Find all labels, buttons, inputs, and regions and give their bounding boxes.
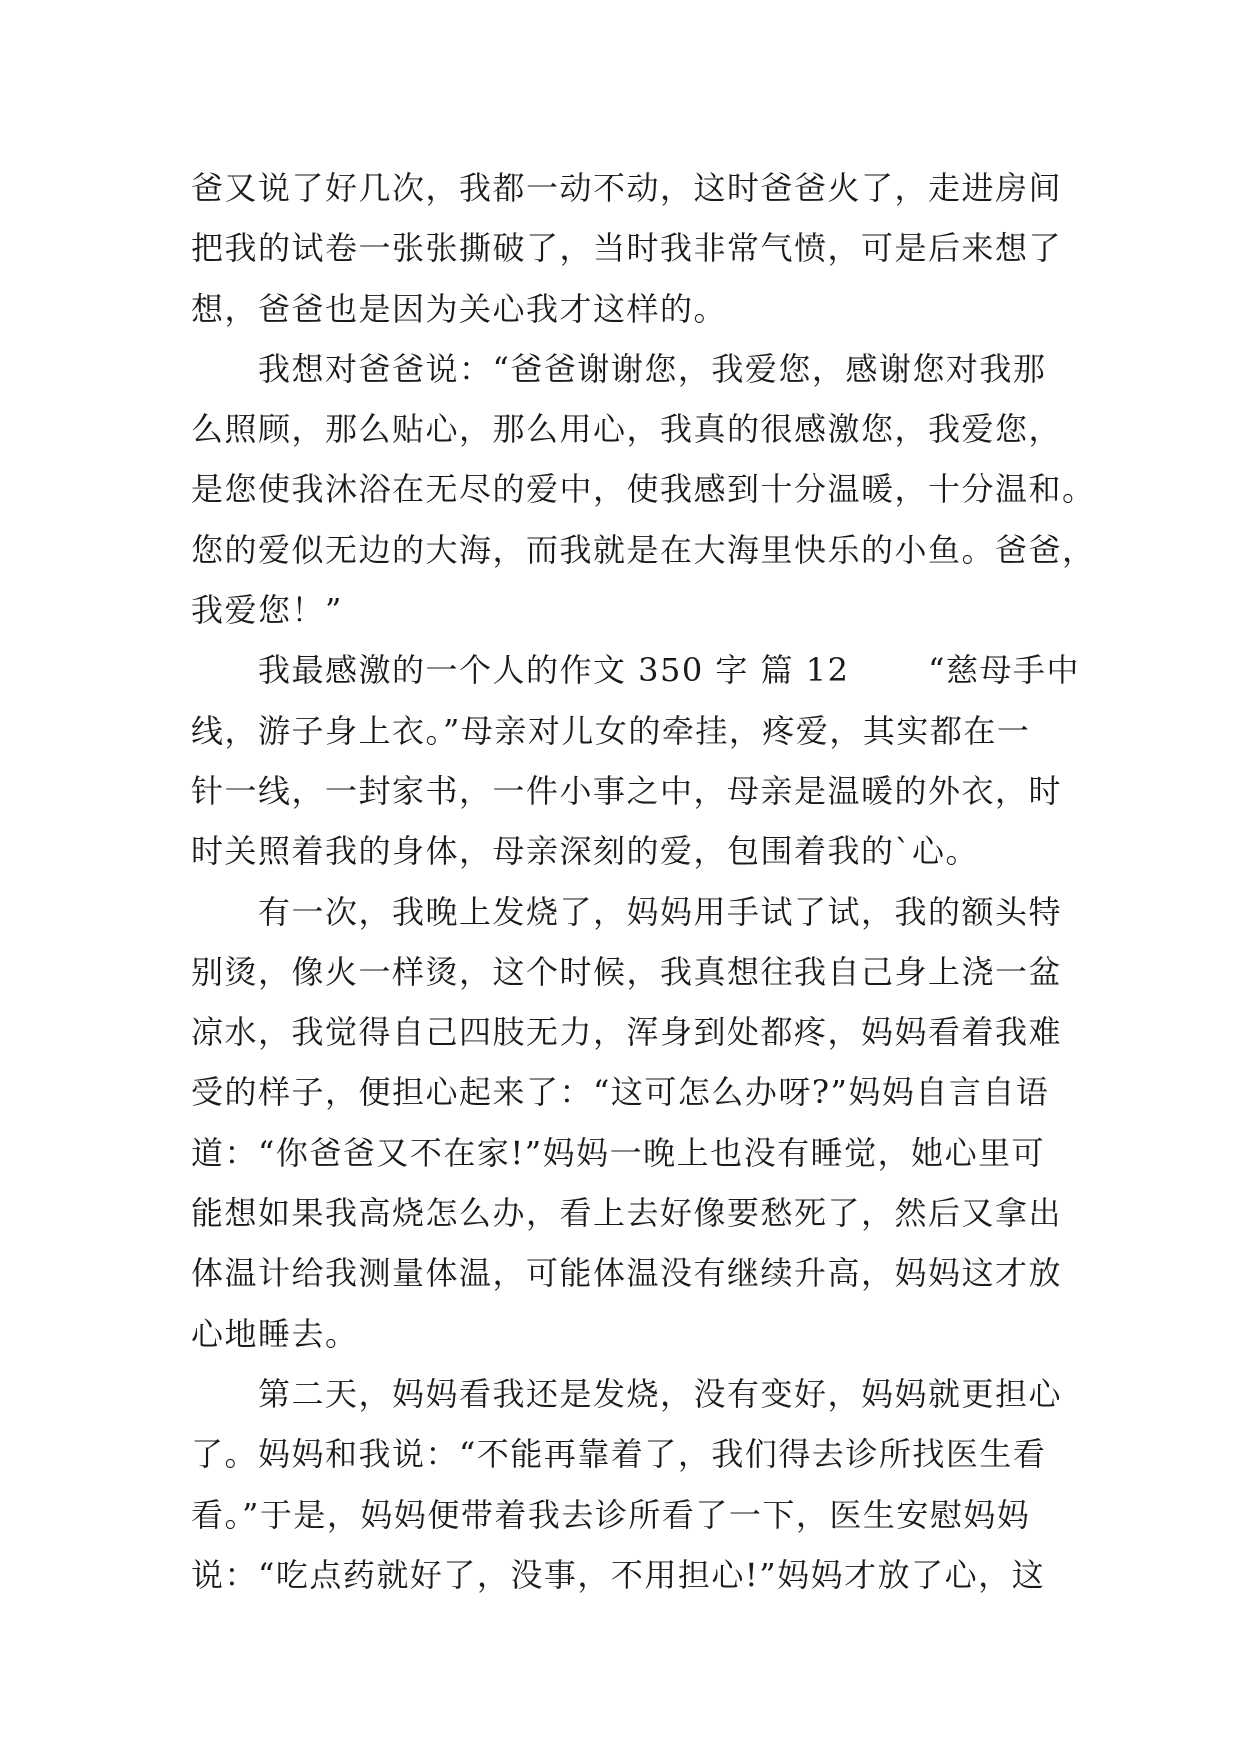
paragraph-5 <box>191 1364 1063 1605</box>
text-line: 别烫，像火一样烫，这个时候，我真想往我自己身上浇一盆 <box>191 952 1063 991</box>
text-line: 是您使我沐浴在无尽的爱中，使我感到十分温暖，十分温和。 <box>191 470 1096 509</box>
text-line: 凉水，我觉得自己四肢无力，浑身到处都疼，妈妈看着我难 <box>191 1013 1063 1052</box>
paragraph-2 <box>191 339 1096 640</box>
text-line: 把我的试卷一张张撕破了，当时我非常气愤，可是后来想了 <box>191 229 1063 268</box>
text-line: 了。妈妈和我说：“不能再靠着了，我们得去诊所找医生看 <box>191 1435 1047 1474</box>
text-line: 您的爱似无边的大海，而我就是在大海里快乐的小鱼。爸爸， <box>191 530 1096 569</box>
text-line: 受的样子，便担心起来了：“这可怎么办呀?”妈妈自言自语 <box>191 1073 1050 1112</box>
text-line: 我想对爸爸说：“爸爸谢谢您，我爱您，感谢您对我那 <box>191 349 1047 388</box>
text-line: 说：“吃点药就好了，没事，不用担心!”妈妈才放了心，这 <box>191 1555 1046 1594</box>
text-line: 时关照着我的身体，母亲深刻的爱，包围着我的`心。 <box>191 832 980 871</box>
text-line: 么照顾，那么贴心，那么用心，我真的很感激您，我爱您， <box>191 410 1063 449</box>
text-line: 有一次，我晚上发烧了，妈妈用手试了试，我的额头特 <box>191 892 1063 931</box>
text-line: 线，游子身上衣。”母亲对儿女的牵挂，疼爱，其实都在一 <box>191 711 1031 750</box>
text-line: 我最感激的一个人的作文 350 字 篇 12 “慈母手中 <box>191 651 1081 690</box>
paragraph-3 <box>191 640 1081 881</box>
text-line: 看。”于是，妈妈便带着我去诊所看了一下，医生安慰妈妈 <box>191 1495 1031 1534</box>
text-line: 心地睡去。 <box>191 1314 359 1353</box>
essay-text <box>191 158 1096 1605</box>
text-line: 想，爸爸也是因为关心我才这样的。 <box>191 289 728 328</box>
paragraph-1 <box>191 158 1063 339</box>
text-line: 针一线，一封家书，一件小事之中，母亲是温暖的外衣，时 <box>191 771 1063 810</box>
text-line: 体温计给我测量体温，可能体温没有继续升高，妈妈这才放 <box>191 1254 1063 1293</box>
text-line: 能想如果我高烧怎么办，看上去好像要愁死了，然后又拿出 <box>191 1194 1063 1233</box>
text-line: 爸又说了好几次，我都一动不动，这时爸爸火了，走进房间 <box>191 169 1063 207</box>
paragraph-4 <box>191 882 1063 1364</box>
text-line: 道：“你爸爸又不在家!”妈妈一晚上也没有睡觉，她心里可 <box>191 1133 1046 1172</box>
text-line: 我爱您！” <box>191 591 343 630</box>
text-line: 第二天，妈妈看我还是发烧，没有变好，妈妈就更担心 <box>191 1374 1063 1413</box>
